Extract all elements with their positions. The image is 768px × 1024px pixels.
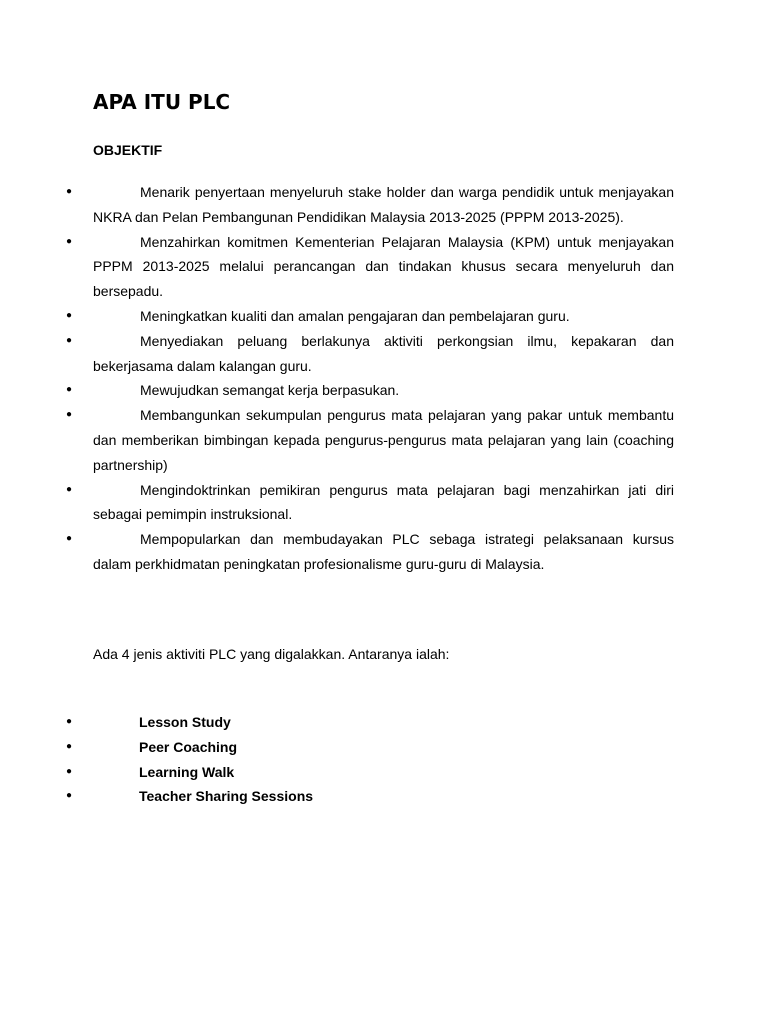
- bullet-icon: ●: [66, 409, 73, 421]
- objective-text: Mengindoktrinkan pemikiran pengurus mata pelajaran bagi menzahirkan jati diri sebagai pemimpin instruksional.: [93, 481, 674, 523]
- document-title: APA ITU PLC: [93, 90, 231, 114]
- bullet-icon: ●: [66, 309, 73, 321]
- bullet-icon: ●: [66, 740, 73, 752]
- objective-text: Menyediakan peluang berlakunya aktiviti perkongsian ilmu, kepakaran dan bekerjasama dalam kalangan guru.: [93, 332, 674, 374]
- list-item: [0, 478, 674, 528]
- objective-text: Mewujudkan semangat kerja berpasukan.: [140, 382, 400, 399]
- activity-type-label: Teacher Sharing Sessions: [139, 788, 314, 805]
- bullet-icon: ●: [66, 483, 73, 495]
- activity-types-list: [0, 710, 313, 809]
- list-item: [0, 230, 674, 304]
- bullet-icon: ●: [66, 334, 73, 346]
- bullet-icon: ●: [66, 235, 73, 247]
- list-item: [0, 378, 674, 403]
- list-item: [0, 760, 313, 785]
- list-item: [0, 403, 674, 477]
- list-item: [0, 710, 313, 735]
- activity-type-label: Lesson Study: [139, 714, 231, 730]
- activity-type-label: Peer Coaching: [139, 738, 238, 755]
- list-item: [0, 527, 674, 577]
- objective-text: Menarik penyertaan menyeluruh stake holder dan warga pendidik untuk menjayakan NKRA dan Pelan Pembangunan Pendidikan Malaysia 2013-2025 (PPPM 2013-2025).: [93, 184, 674, 225]
- bullet-icon: ●: [66, 384, 73, 396]
- objective-text: Membangunkan sekumpulan pengurus mata pelajaran yang pakar untuk membantu dan memberikan bimbingan kepada pengurus-pengurus mata pelajaran yang lain (coaching partnership): [93, 407, 674, 473]
- objective-text: Mempopularkan dan membudayakan PLC sebaga istrategi pelaksanaan kursus dalam perkhidmatan peningkatan profesionalisme guru-guru di Malaysia.: [93, 531, 674, 572]
- objectives-list: [0, 180, 768, 577]
- section-heading-objektif: OBJEKTIF: [93, 142, 163, 158]
- activity-type-label: Learning Walk: [139, 763, 235, 780]
- bullet-icon: ●: [66, 186, 73, 197]
- bullet-icon: ●: [66, 533, 73, 545]
- activity-intro-text: Ada 4 jenis aktiviti PLC yang digalakkan. Antaranya ialah:: [93, 646, 450, 662]
- list-item: [0, 784, 313, 809]
- bullet-icon: ●: [66, 790, 73, 802]
- list-item: [0, 304, 674, 329]
- bullet-icon: ●: [66, 716, 73, 727]
- list-item: [0, 735, 313, 760]
- objective-text: Menzahirkan komitmen Kementerian Pelajaran Malaysia (KPM) untuk menjayakan PPPM 2013-2025 melalui perancangan dan tindakan khusus secara menyeluruh dan bersepadu.: [93, 233, 674, 300]
- list-item: [0, 329, 674, 379]
- objective-text: Meningkatkan kualiti dan amalan pengajaran dan pembelajaran guru.: [140, 307, 570, 324]
- bullet-icon: ●: [66, 765, 73, 777]
- list-item: [0, 180, 674, 230]
